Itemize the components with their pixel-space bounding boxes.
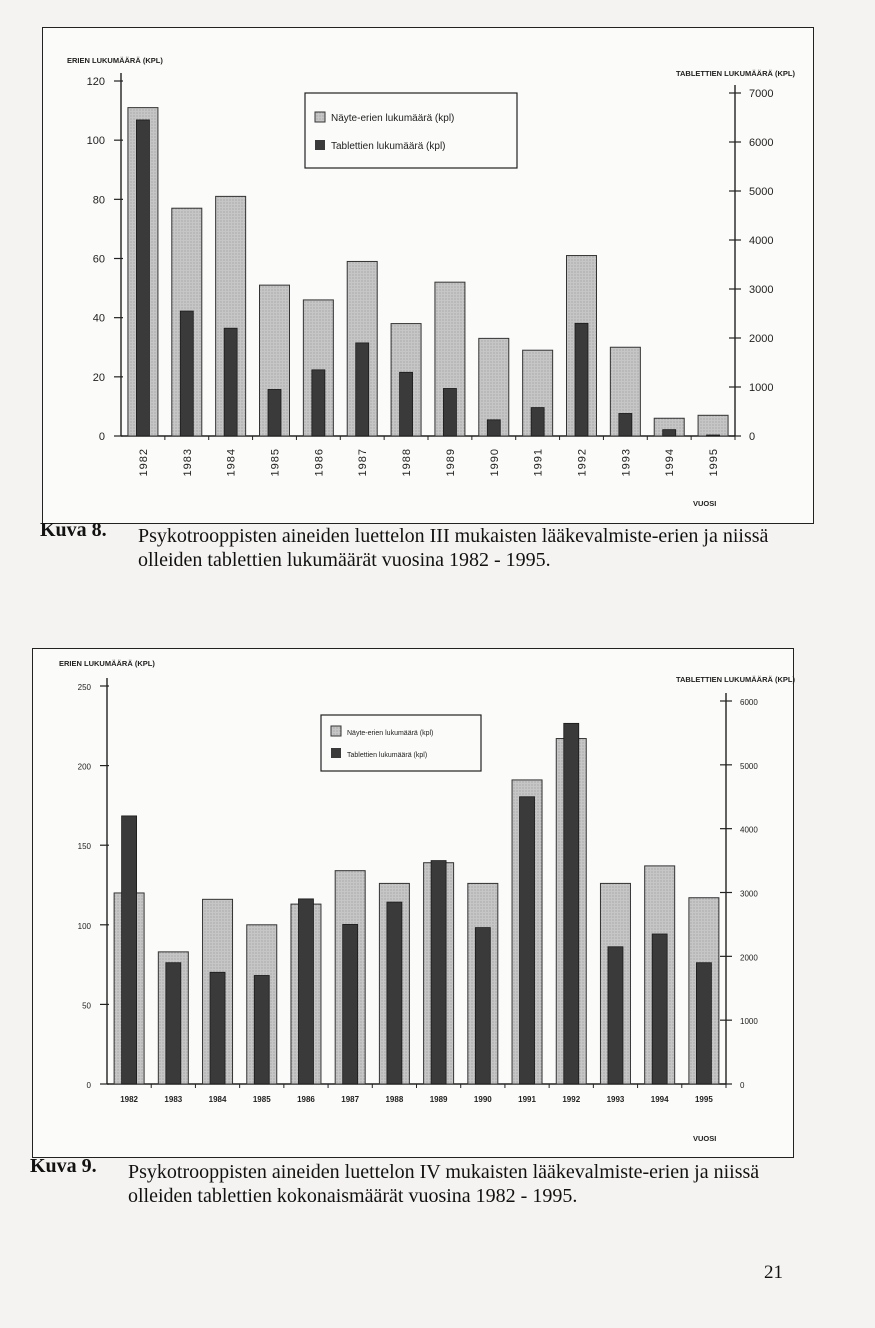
chart-1-bar-tablets-1989 (443, 388, 456, 436)
chart-2-right-tick-label: 3000 (740, 889, 758, 899)
chart-1-left-tick-label: 100 (86, 135, 105, 148)
chart-1-bar-tablets-1983 (180, 311, 193, 436)
chart-2-bar-tablets-1988 (387, 902, 402, 1084)
chart-1-x-tick-label: 1983 (181, 448, 194, 477)
chart-2-x-tick-label: 1995 (694, 1095, 713, 1104)
chart-2-left-tick-label: 150 (77, 842, 91, 852)
chart-2-x-tick-label: 1988 (385, 1095, 404, 1104)
chart-2-legend-label-tablets: Tablettien lukumäärä (kpl) (347, 752, 428, 759)
chart-1-right-tick-label: 5000 (749, 186, 774, 198)
chart-1-x-tick-label: 1994 (664, 448, 677, 477)
chart-1-x-tick-label: 1986 (313, 448, 326, 477)
chart-1-x-tick-label: 1989 (444, 448, 457, 477)
chart-1-bar-tablets-1985 (268, 389, 281, 436)
chart-1-x-tick-label: 1988 (401, 448, 414, 477)
chart-1-legend (305, 93, 517, 168)
caption-2-line2: olleiden tablettien kokonaismäärät vuosina 1982 - 1995. (128, 1185, 578, 1207)
chart-2-left-axis-title: ERIEN LUKUMÄÄRÄ (KPL) (59, 659, 155, 668)
chart-1-x-tick-label: 1991 (532, 447, 545, 477)
chart-1-left-tick-label: 60 (92, 253, 105, 266)
chart-1-right-tick-label: 6000 (749, 137, 774, 149)
chart-2-frame (32, 648, 794, 1158)
chart-1 (43, 28, 813, 523)
chart-1-left-tick-label: 20 (92, 371, 105, 384)
chart-2-legend (321, 715, 481, 771)
chart-1-bar-tablets-1995 (707, 435, 720, 436)
chart-1-frame (42, 27, 814, 524)
chart-1-x-tick-label: 1985 (269, 448, 282, 477)
chart-2-x-tick-label: 1984 (208, 1095, 227, 1104)
chart-1-bar-tablets-1982 (136, 120, 149, 436)
caption-2-label: Kuva 9. (30, 1155, 97, 1177)
chart-2-x-tick-label: 1989 (429, 1095, 448, 1104)
chart-1-x-tick-label: 1987 (357, 448, 370, 477)
chart-1-x-tick-label: 1984 (225, 448, 238, 477)
chart-2-bar-tablets-1987 (343, 924, 358, 1084)
chart-2-legend-swatch-samples (331, 726, 341, 736)
chart-2-x-tick-label: 1987 (341, 1095, 360, 1104)
chart-2-right-tick-label: 1000 (740, 1017, 758, 1027)
chart-1-legend-swatch-tablets (315, 140, 325, 150)
chart-2-legend-swatch-tablets (331, 748, 341, 758)
chart-2-x-axis-title: VUOSI (693, 1134, 717, 1143)
chart-2-bar-tablets-1995 (696, 963, 711, 1084)
chart-1-bar-tablets-1991 (531, 408, 544, 436)
caption-1-label: Kuva 8. (40, 519, 107, 541)
caption-1-line1: Psykotrooppisten aineiden luettelon III mukaisten lääkevalmiste-erien ja niissä (138, 525, 769, 547)
caption-2 (30, 1150, 830, 1210)
chart-2-left-tick-label: 100 (77, 921, 91, 931)
chart-1-right-tick-label: 4000 (749, 235, 774, 247)
chart-1-x-tick-label: 1992 (576, 448, 589, 477)
chart-1-legend-swatch-samples (315, 112, 325, 122)
chart-1-right-tick-label: 2000 (749, 333, 774, 345)
chart-1-x-axis-title: VUOSI (693, 499, 717, 508)
caption-1 (40, 518, 840, 578)
caption-2-line1: Psykotrooppisten aineiden luettelon IV mukaisten lääkevalmiste-erien ja niissä (128, 1161, 760, 1183)
chart-2-right-tick-label: 2000 (740, 953, 758, 963)
chart-2-x-tick-label: 1992 (562, 1095, 581, 1104)
chart-2-x-tick-label: 1983 (164, 1095, 183, 1104)
chart-2-x-tick-label: 1982 (120, 1095, 139, 1104)
chart-2-bar-tablets-1983 (166, 963, 181, 1084)
chart-2-bar-tablets-1985 (254, 975, 269, 1084)
chart-1-right-tick-label: 0 (749, 431, 756, 443)
chart-1-bar-tablets-1986 (312, 370, 325, 436)
chart-2-right-axis-title: TABLETTIEN LUKUMÄÄRÄ (KPL) (675, 675, 795, 684)
chart-1-x-tick-label: 1995 (708, 448, 721, 477)
chart-2-left-tick-label: 50 (82, 1001, 91, 1011)
chart-2-left-tick-label: 200 (77, 762, 91, 772)
chart-1-legend-label-samples: Näyte-erien lukumäärä (kpl) (331, 113, 455, 124)
chart-2-bar-tablets-1984 (210, 972, 225, 1084)
chart-2 (33, 649, 793, 1157)
chart-1-bar-tablets-1992 (575, 323, 588, 436)
chart-2-x-tick-label: 1985 (252, 1095, 271, 1104)
chart-1-right-tick-label: 1000 (749, 382, 774, 394)
chart-2-bar-tablets-1992 (564, 723, 579, 1084)
chart-1-right-tick-label: 3000 (749, 284, 774, 296)
page-number: 21 (764, 1262, 783, 1283)
chart-2-right-tick-label: 4000 (740, 825, 758, 835)
chart-2-bar-tablets-1993 (608, 947, 623, 1084)
chart-1-x-tick-label: 1993 (620, 448, 633, 477)
chart-1-x-tick-label: 1982 (137, 448, 150, 477)
chart-1-bar-tablets-1984 (224, 328, 237, 436)
chart-2-bar-tablets-1982 (122, 816, 137, 1084)
chart-1-legend-label-tablets: Tablettien lukumäärä (kpl) (331, 141, 446, 152)
chart-1-bar-tablets-1987 (356, 343, 369, 436)
chart-2-right-tick-label: 5000 (740, 761, 758, 771)
chart-2-bar-tablets-1986 (298, 899, 313, 1084)
chart-1-bar-tablets-1988 (400, 372, 413, 436)
chart-1-left-tick-label: 0 (98, 431, 105, 443)
chart-2-right-tick-label: 6000 (740, 698, 758, 707)
chart-2-x-tick-label: 1994 (650, 1095, 669, 1104)
chart-2-right-tick-label: 0 (740, 1081, 745, 1090)
chart-2-x-tick-label: 1990 (473, 1095, 492, 1104)
chart-2-bar-tablets-1991 (520, 797, 535, 1084)
chart-1-right-axis-title: TABLETTIEN LUKUMÄÄRÄ (KPL) (675, 69, 795, 78)
chart-1-x-tick-label: 1990 (488, 448, 501, 477)
chart-1-left-axis-title: ERIEN LUKUMÄÄRÄ (KPL) (67, 56, 163, 65)
chart-1-bar-samples-1995 (698, 415, 728, 436)
chart-1-bar-tablets-1993 (619, 413, 632, 436)
chart-1-left-tick-label: 80 (92, 194, 105, 207)
chart-1-left-tick-label: 120 (86, 76, 105, 88)
chart-2-bar-tablets-1990 (475, 928, 490, 1084)
chart-2-left-tick-label: 250 (77, 683, 91, 692)
chart-1-right-tick-label: 7000 (749, 88, 774, 100)
chart-2-left-tick-label: 0 (86, 1081, 91, 1090)
chart-2-x-tick-label: 1986 (297, 1095, 315, 1104)
chart-2-x-tick-label: 1993 (606, 1095, 625, 1104)
caption-1-line2: olleiden tablettien lukumäärät vuosina 1982 - 1995. (138, 549, 551, 571)
chart-2-legend-label-samples: Näyte-erien lukumäärä (kpl) (347, 730, 434, 737)
chart-1-left-tick-label: 40 (92, 312, 105, 325)
chart-2-bar-tablets-1989 (431, 861, 446, 1084)
chart-1-bar-tablets-1994 (663, 430, 676, 436)
chart-1-bar-tablets-1990 (487, 420, 500, 436)
chart-2-bar-tablets-1994 (652, 934, 667, 1084)
chart-2-x-tick-label: 1991 (518, 1095, 536, 1104)
